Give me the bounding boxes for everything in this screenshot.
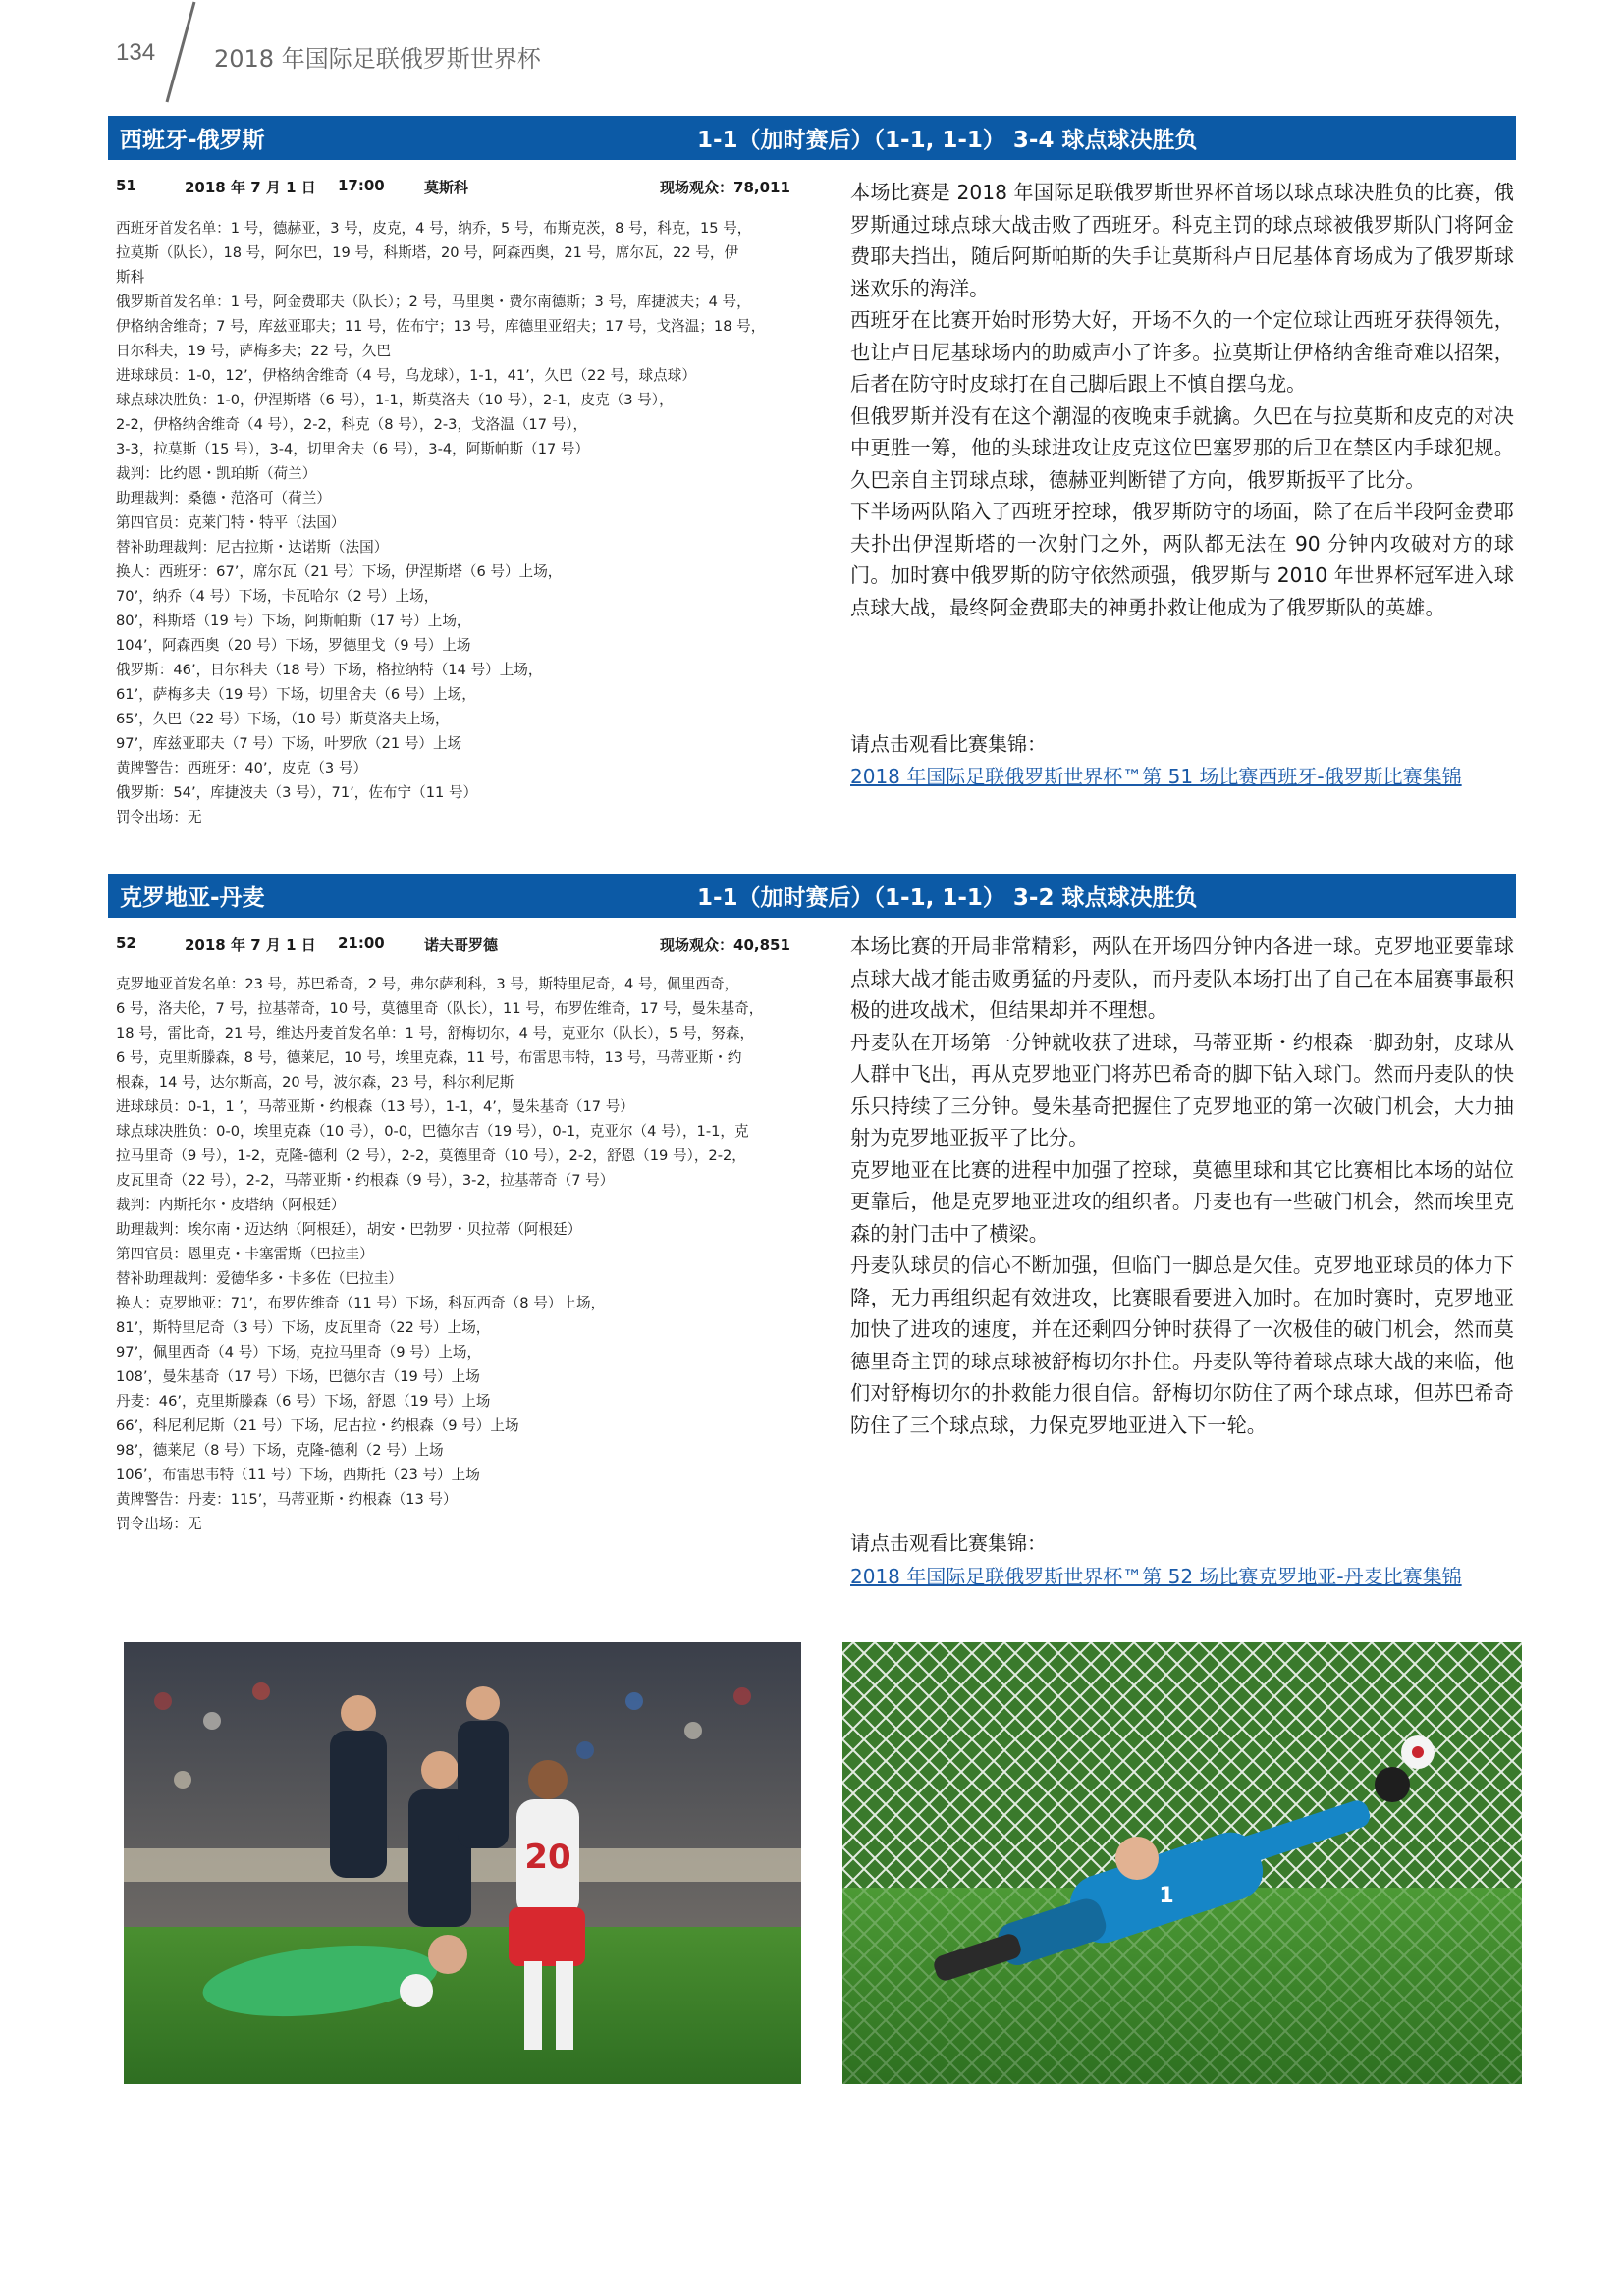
match-report — [850, 177, 1514, 623]
photo-jersey-number: 1 — [1159, 1884, 1174, 1908]
match-report — [850, 931, 1514, 1441]
match-lineup-details — [116, 216, 825, 829]
lineup-line: 日尔科夫，19 号，萨梅多夫；22 号，久巴 — [116, 343, 391, 359]
match-photo-russia-goalkeeper — [842, 1642, 1522, 2084]
match-date: 2018 年 7 月 1 日 — [185, 936, 316, 954]
lineup-line: 黄牌警告：西班牙：40’，皮克（3 号） — [116, 760, 368, 776]
report-paragraph: 本场比赛的开局非常精彩，两队在开场四分钟内各进一球。克罗地亚要靠球点球大战才能击败勇猛的丹麦队，而丹麦队本场打出了自己在本届赛事最积极的进攻战术，但结果却并不理想。 — [850, 934, 1514, 1022]
lineup-line: 罚令出场：无 — [116, 1516, 202, 1532]
match-result: 1-1（加时赛后）（1-1, 1-1） 3-2 球点球决胜负 — [697, 885, 1198, 911]
lineup-line: 2-2，伊格纳舍维奇（4 号），2-2，科克（8 号），2-3，戈洛温（17 号）， — [116, 416, 588, 433]
lineup-line: 拉莫斯（队长），18 号，阿尔巴，19 号，科斯塔，20 号，阿森西奥，21 号，席尔瓦，22 号，伊 — [116, 244, 739, 261]
lineup-line: 61’，萨梅多夫（19 号）下场，切里舍夫（6 号）上场， — [116, 686, 476, 703]
lineup-line: 第四官员：恩里克・卡塞雷斯（巴拉圭） — [116, 1246, 374, 1262]
match-time: 17:00 — [338, 177, 385, 194]
photo-jersey-number: 20 — [524, 1838, 571, 1877]
lineup-line: 97’，佩里西奇（4 号）下场，克拉马里奇（9 号）上场， — [116, 1344, 482, 1361]
report-paragraph: 下半场两队陷入了西班牙控球，俄罗斯防守的场面，除了在后半段阿金费耶夫扑出伊涅斯塔的一次射门之外，两队都无法在 90 分钟内攻破对方的球门。加时赛中俄罗斯的防守依然顽强，俄罗斯与 2010 年世界杯冠军进入球点球大战，最终阿金费耶夫的神勇扑救让他成为了俄罗斯队的英雄。 — [850, 500, 1514, 619]
match-title-bar — [108, 116, 1516, 160]
lineup-line: 助理裁判：埃尔南・迈达纳（阿根廷），胡安・巴勃罗・贝拉蒂（阿根廷） — [116, 1221, 582, 1238]
lineup-line: 俄罗斯首发名单：1 号，阿金费耶夫（队长）；2 号，马里奥・费尔南德斯；3 号，库捷波夫；4 号， — [116, 294, 751, 310]
lineup-line: 65’，久巴（22 号）下场，（10 号）斯莫洛夫上场， — [116, 711, 450, 727]
lineup-line: 18 号，雷比奇，21 号，维达丹麦首发名单：1 号，舒梅切尔，4 号，克亚尔（队长），5 号，努森， — [116, 1025, 755, 1041]
match-lineup-details — [116, 972, 825, 1536]
match-photo-croatia-denmark — [124, 1642, 801, 2084]
lineup-line: 换人：西班牙：67’，席尔瓦（21 号）下场，伊涅斯塔（6 号）上场， — [116, 563, 563, 580]
lineup-line: 106’，布雷思韦特（11 号）下场，西斯托（23 号）上场 — [116, 1467, 480, 1483]
report-paragraph: 丹麦队球员的信心不断加强，但临门一脚总是欠佳。克罗地亚球员的体力下降，无力再组织起有效进攻，比赛眼看要进入加时。在加时赛时，克罗地亚加快了进攻的速度，并在还剩四分钟时获得了一次极佳的破门机会，然而莫德里奇主罚的球点球被舒梅切尔扑住。丹麦队等待着球点球大战的来临，他们对舒梅切尔的扑救能力很自信。舒梅切尔防住了两个球点球，但苏巴希奇防住了三个球点球，力保克罗地亚进入下一轮。 — [850, 1254, 1514, 1437]
report-paragraph: 但俄罗斯并没有在这个潮湿的夜晚束手就擒。久巴在与拉莫斯和皮克的对决中更胜一筹，他的头球进攻让皮克这位巴塞罗那的后卫在禁区内手球犯规。久巴亲自主罚球点球，德赫亚判断错了方向，俄罗斯扳平了比分。 — [850, 403, 1514, 492]
match-venue: 莫斯科 — [424, 179, 469, 196]
lineup-line: 98’，德莱尼（8 号）下场，克隆-德利（2 号）上场 — [116, 1442, 444, 1459]
match-teams: 西班牙-俄罗斯 — [120, 128, 265, 153]
highlights-label: 请点击观看比赛集锦： — [850, 1531, 1047, 1555]
lineup-line: 西班牙首发名单：1 号，德赫亚，3 号，皮克，4 号，纳乔，5 号，布斯克茨，8 号，科克，15 号， — [116, 220, 752, 237]
lineup-line: 斯科 — [116, 269, 145, 286]
match-title-bar — [108, 874, 1516, 918]
lineup-line: 裁判：内斯托尔・皮塔纳（阿根廷） — [116, 1197, 346, 1213]
match-attendance: 现场观众：78,011 — [660, 179, 790, 196]
lineup-line: 根森，14 号，达尔斯高，20 号，波尔森，23 号，科尔利尼斯 — [116, 1074, 514, 1091]
lineup-line: 6 号，克里斯滕森，8 号，德莱尼，10 号，埃里克森，11 号，布雷思韦特，13 号，马蒂亚斯・约 — [116, 1049, 742, 1066]
lineup-line: 3-3，拉莫斯（15 号），3-4，切里舍夫（6 号），3-4，阿斯帕斯（17 号） — [116, 441, 590, 457]
lineup-line: 108’，曼朱基奇（17 号）下场，巴德尔吉（19 号）上场 — [116, 1368, 480, 1385]
lineup-line: 裁判：比约恩・凯珀斯（荷兰） — [116, 465, 317, 482]
lineup-line: 俄罗斯：54’，库捷波夫（3 号），71’，佐布宁（11 号） — [116, 784, 478, 801]
lineup-line: 丹麦：46’，克里斯滕森（6 号）下场，舒恩（19 号）上场 — [116, 1393, 491, 1410]
highlights-label: 请点击观看比赛集锦： — [850, 732, 1047, 756]
match-venue: 诺夫哥罗德 — [424, 936, 499, 954]
highlights-link[interactable]: 2018 年国际足联俄罗斯世界杯™第 52 场比赛克罗地亚-丹麦比赛集锦 — [850, 1565, 1462, 1588]
match-number: 52 — [116, 934, 136, 952]
report-paragraph: 西班牙在比赛开始时形势大好，开场不久的一个定位球让西班牙获得领先，也让卢日尼基球场内的助威声小了许多。拉莫斯让伊格纳舍维奇难以招架，后者在防守时皮球打在自己脚后跟上不慎自摆乌龙。 — [850, 308, 1514, 396]
lineup-line: 换人：克罗地亚：71’，布罗佐维奇（11 号）下场，科瓦西奇（8 号）上场， — [116, 1295, 606, 1311]
lineup-line: 罚令出场：无 — [116, 809, 202, 826]
lineup-line: 第四官员：克莱门特・特平（法国） — [116, 514, 346, 531]
lineup-line: 克罗地亚首发名单：23 号，苏巴希奇，2 号，弗尔萨利科，3 号，斯特里尼奇，4 号，佩里西奇， — [116, 976, 739, 992]
match-date: 2018 年 7 月 1 日 — [185, 179, 316, 196]
report-paragraph: 克罗地亚在比赛的进程中加强了控球，莫德里球和其它比赛相比本场的站位更靠后，他是克罗地亚进攻的组织者。丹麦也有一些破门机会，然而埃里克森的射门击中了横梁。 — [850, 1157, 1514, 1246]
lineup-line: 进球球员：0-1，1 ’，马蒂亚斯・约根森（13 号），1-1，4’，曼朱基奇（17 号） — [116, 1098, 634, 1115]
report-paragraph: 丹麦队在开场第一分钟就收获了进球，马蒂亚斯・约根森一脚劲射，皮球从人群中飞出，再从克罗地亚门将苏巴希奇的脚下钻入球门。然而丹麦队的快乐只持续了三分钟。曼朱基奇把握住了克罗地亚的第一次破门机会，大力抽射为克罗地亚扳平了比分。 — [850, 1030, 1514, 1149]
lineup-line: 拉马里奇（9 号），1-2，克隆-德利（2 号），2-2，莫德里奇（10 号），2-2，舒恩（19 号），2-2， — [116, 1148, 746, 1164]
page-header — [0, 0, 1624, 108]
lineup-line: 81’，斯特里尼奇（3 号）下场，皮瓦里奇（22 号）上场， — [116, 1319, 491, 1336]
match-info-row — [116, 177, 798, 198]
match-number: 51 — [116, 177, 136, 194]
match-attendance: 现场观众：40,851 — [660, 936, 790, 954]
book-title: 2018 年国际足联俄罗斯世界杯 — [214, 45, 541, 73]
header-slash-divider — [0, 0, 236, 108]
report-paragraph: 本场比赛是 2018 年国际足联俄罗斯世界杯首场以球点球决胜负的比赛，俄罗斯通过球点球大战击败了西班牙。科克主罚的球点球被俄罗斯队门将阿金费耶夫挡出，随后阿斯帕斯的失手让莫斯科卢日尼基体育场成为了俄罗斯球迷欢乐的海洋。 — [850, 181, 1514, 300]
match-info-row — [116, 934, 798, 956]
lineup-line: 伊格纳舍维奇；7 号，库兹亚耶夫；11 号，佐布宁；13 号，库德里亚绍夫；17 号，戈洛温；18 号， — [116, 318, 766, 335]
lineup-line: 俄罗斯：46’，日尔科夫（18 号）下场，格拉纳特（14 号）上场， — [116, 662, 543, 678]
match-teams: 克罗地亚-丹麦 — [120, 885, 265, 911]
lineup-line: 80’，科斯塔（19 号）下场，阿斯帕斯（17 号）上场， — [116, 613, 471, 629]
lineup-line: 皮瓦里奇（22 号），2-2，马蒂亚斯・约根森（9 号），3-2，拉基蒂奇（7 号） — [116, 1172, 615, 1189]
match-time: 21:00 — [338, 934, 385, 952]
lineup-line: 球点球决胜负：0-0，埃里克森（10 号），0-0，巴德尔吉（19 号），0-1，克亚尔（4 号），1-1，克 — [116, 1123, 749, 1140]
lineup-line: 6 号，洛夫伦，7 号，拉基蒂奇，10 号，莫德里奇（队长），11 号，布罗佐维奇，17 号，曼朱基奇， — [116, 1000, 764, 1017]
lineup-line: 替补助理裁判：爱德华多・卡多佐（巴拉圭） — [116, 1270, 403, 1287]
lineup-line: 97’，库兹亚耶夫（7 号）下场，叶罗欣（21 号）上场 — [116, 735, 462, 752]
highlights-link[interactable]: 2018 年国际足联俄罗斯世界杯™第 51 场比赛西班牙-俄罗斯比赛集锦 — [850, 765, 1462, 788]
lineup-line: 助理裁判：桑德・范洛可（荷兰） — [116, 490, 331, 507]
page-number: 134 — [116, 39, 156, 66]
lineup-line: 70’，纳乔（4 号）下场，卡瓦哈尔（2 号）上场， — [116, 588, 439, 605]
lineup-line: 黄牌警告：丹麦：115’，马蒂亚斯・约根森（13 号） — [116, 1491, 458, 1508]
match-result: 1-1（加时赛后）（1-1, 1-1） 3-4 球点球决胜负 — [697, 128, 1198, 153]
lineup-line: 104’，阿森西奥（20 号）下场，罗德里戈（9 号）上场 — [116, 637, 471, 654]
lineup-line: 66’，科尼利尼斯（21 号）下场，尼古拉・约根森（9 号）上场 — [116, 1417, 519, 1434]
lineup-line: 进球球员：1-0，12’，伊格纳舍维奇（4 号，乌龙球），1-1，41’，久巴（22 号，球点球） — [116, 367, 696, 384]
lineup-line: 球点球决胜负：1-0，伊涅斯塔（6 号），1-1，斯莫洛夫（10 号），2-1，皮克（3 号）， — [116, 392, 674, 408]
lineup-line: 替补助理裁判：尼古拉斯・达诺斯（法国） — [116, 539, 389, 556]
